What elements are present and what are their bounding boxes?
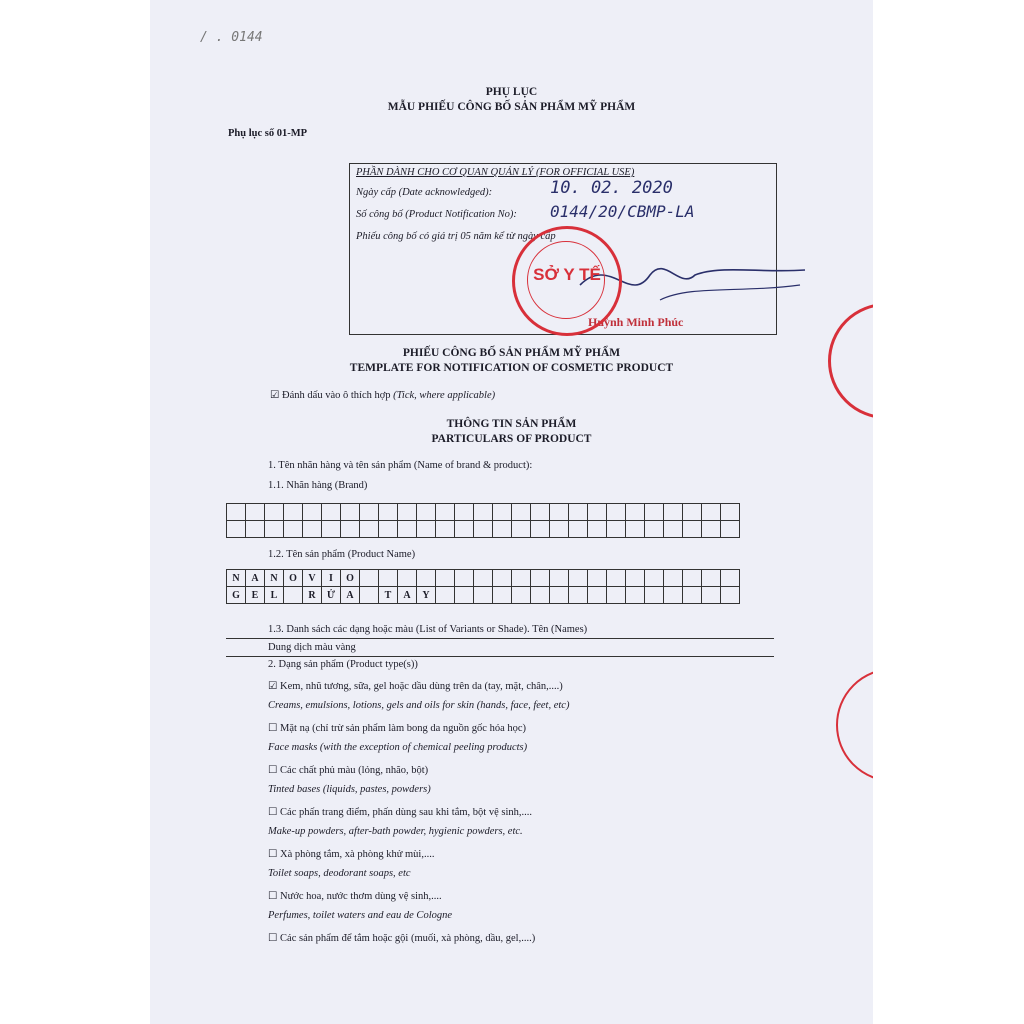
grid-cell: [683, 521, 702, 538]
grid-cell: [379, 521, 398, 538]
partial-stamp: [828, 303, 873, 419]
grid-cell: [474, 587, 493, 604]
grid-cell: A: [246, 570, 265, 587]
grid-cell: [569, 570, 588, 587]
checkbox-icon: ☐: [268, 807, 278, 818]
appendix-title: PHỤ LỤC: [485, 86, 538, 98]
grid-cell: [664, 570, 683, 587]
product-type-option: ☐ Nước hoa, nước thơm dùng vệ sinh,....: [268, 891, 442, 902]
divider: [226, 656, 774, 657]
grid-cell: [664, 521, 683, 538]
product-name-grid: [226, 569, 740, 604]
product-type-option: ☐ Các chất phủ màu (lỏng, nhão, bột): [268, 765, 429, 776]
grid-cell: [626, 504, 645, 521]
checkbox-icon: ☐: [268, 765, 278, 776]
grid-cell: [645, 521, 664, 538]
grid-cell: [265, 504, 284, 521]
checkbox-icon: ☐: [268, 849, 278, 860]
grid-cell: [360, 587, 379, 604]
variants-value: Dung dịch màu vàng: [268, 642, 356, 653]
date-acknowledged-label: Ngày cấp (Date acknowledged):: [356, 187, 493, 198]
particulars-title-en: PARTICULARS OF PRODUCT: [431, 433, 592, 445]
form-title-vi: PHIẾU CÔNG BỐ SẢN PHẨM MỸ PHẨM: [402, 347, 621, 359]
checkbox-icon: ☐: [268, 933, 278, 944]
grid-cell: [379, 570, 398, 587]
divider: [226, 638, 774, 639]
grid-cell: [303, 504, 322, 521]
product-type-option-en: Tinted bases (liquids, pastes, powders): [268, 784, 431, 795]
grid-cell: [341, 504, 360, 521]
corner-handwritten-note: / . 0144: [200, 30, 263, 45]
grid-cell: [246, 521, 265, 538]
grid-cell: [702, 570, 721, 587]
grid-cell: [455, 504, 474, 521]
grid-cell: E: [246, 587, 265, 604]
grid-cell: [360, 504, 379, 521]
particulars-title-vi: THÔNG TIN SẢN PHẨM: [446, 418, 577, 430]
grid-cell: [493, 521, 512, 538]
grid-cell: [531, 504, 550, 521]
grid-cell: [550, 521, 569, 538]
grid-cell: [398, 521, 417, 538]
grid-cell: [607, 587, 626, 604]
grid-cell: [531, 570, 550, 587]
product-type-option: ☐ Các phấn trang điểm, phấn dùng sau khi tắm, bột vệ sinh,....: [268, 807, 533, 818]
checked-box-icon: ☑: [268, 681, 278, 692]
grid-cell: [436, 504, 455, 521]
grid-cell: [360, 570, 379, 587]
grid-cell: [664, 504, 683, 521]
grid-cell: O: [284, 570, 303, 587]
grid-cell: [246, 504, 265, 521]
grid-cell: [645, 570, 664, 587]
grid-cell: [626, 587, 645, 604]
grid-cell: [284, 504, 303, 521]
grid-cell: N: [227, 570, 246, 587]
signer-name: Huỳnh Minh Phúc: [588, 315, 684, 329]
grid-cell: [569, 587, 588, 604]
form-title-en: TEMPLATE FOR NOTIFICATION OF COSMETIC PRODUCT: [349, 362, 674, 374]
product-type-option: ☐ Xà phòng tắm, xà phòng khử mùi,....: [268, 849, 435, 860]
grid-cell: [398, 504, 417, 521]
grid-cell: [474, 521, 493, 538]
brand-grid: [226, 503, 740, 538]
checkbox-icon: ☐: [268, 891, 278, 902]
grid-cell: [607, 521, 626, 538]
grid-cell: [493, 587, 512, 604]
product-type-option-en: Make-up powders, after-bath powder, hygienic powders, etc.: [268, 826, 523, 837]
grid-cell: [265, 521, 284, 538]
grid-cell: [284, 587, 303, 604]
official-use-heading: PHẦN DÀNH CHO CƠ QUAN QUẢN LÝ (FOR OFFICIAL USE): [356, 167, 635, 178]
grid-cell: [683, 570, 702, 587]
grid-cell: [341, 521, 360, 538]
grid-cell: [550, 587, 569, 604]
grid-cell: [721, 504, 740, 521]
grid-cell: [398, 570, 417, 587]
checkbox-icon: ☐: [268, 723, 278, 734]
grid-cell: [588, 521, 607, 538]
grid-cell: [455, 570, 474, 587]
grid-cell: [569, 521, 588, 538]
grid-cell: [227, 521, 246, 538]
grid-cell: [322, 521, 341, 538]
grid-cell: [607, 570, 626, 587]
tick-instruction: ☑ Đánh dấu vào ô thích hợp (Tick, where applicable): [270, 390, 496, 401]
grid-cell: [417, 521, 436, 538]
section2-title: 2. Dạng sản phẩm (Product type(s)): [268, 659, 418, 670]
grid-cell: [664, 587, 683, 604]
grid-cell: [436, 587, 455, 604]
grid-cell: N: [265, 570, 284, 587]
grid-cell: [493, 570, 512, 587]
grid-cell: [512, 521, 531, 538]
product-type-option-en: Creams, emulsions, lotions, gels and oils for skin (hands, face, feet, etc): [268, 700, 570, 711]
grid-cell: T: [379, 587, 398, 604]
grid-cell: A: [398, 587, 417, 604]
notification-no-value: 0144/20/CBMP-LA: [550, 202, 695, 221]
product-type-option-en: Face masks (with the exception of chemical peeling products): [268, 742, 528, 753]
grid-cell: [588, 504, 607, 521]
product-type-option: ☐ Mặt nạ (chỉ trừ sản phẩm làm bong da nguồn gốc hóa học): [268, 723, 527, 734]
grid-cell: [550, 504, 569, 521]
grid-cell: [379, 504, 398, 521]
grid-cell: [531, 587, 550, 604]
grid-cell: [645, 504, 664, 521]
grid-cell: [303, 521, 322, 538]
grid-cell: [360, 521, 379, 538]
product-name-label: 1.2. Tên sản phẩm (Product Name): [268, 549, 416, 560]
grid-cell: R: [303, 587, 322, 604]
health-department-stamp: SỞ Y TẾ: [512, 226, 622, 336]
grid-cell: [683, 587, 702, 604]
product-type-option-en: Toilet soaps, deodorant soaps, etc: [268, 868, 411, 879]
document-page: [150, 0, 873, 1024]
grid-cell: [702, 587, 721, 604]
grid-cell: [607, 504, 626, 521]
grid-cell: [626, 570, 645, 587]
notification-no-label: Số công bố (Product Notification No):: [356, 209, 517, 220]
grid-cell: [512, 570, 531, 587]
grid-cell: [455, 587, 474, 604]
grid-cell: [284, 521, 303, 538]
validity-note: Phiếu công bố có giá trị 05 năm kể từ ngày cấp: [356, 231, 556, 242]
appendix-number: Phụ lục số 01-MP: [228, 128, 308, 139]
grid-cell: [322, 504, 341, 521]
grid-cell: V: [303, 570, 322, 587]
grid-cell: [474, 504, 493, 521]
product-type-option-en: Perfumes, toilet waters and eau de Cologne: [268, 910, 453, 921]
product-name-row: [227, 587, 740, 604]
section1-title: 1. Tên nhãn hàng và tên sản phẩm (Name of brand & product):: [268, 460, 533, 471]
grid-cell: [455, 521, 474, 538]
grid-cell: O: [341, 570, 360, 587]
grid-cell: [702, 504, 721, 521]
grid-cell: [550, 570, 569, 587]
grid-cell: [227, 504, 246, 521]
partial-stamp: [836, 668, 873, 782]
grid-cell: [474, 570, 493, 587]
product-type-option: ☐ Các sản phẩm để tắm hoặc gội (muối, xà phòng, dầu, gel,....): [268, 933, 536, 944]
brand-grid-row: [227, 521, 740, 538]
grid-cell: Ử: [322, 587, 341, 604]
grid-cell: [588, 570, 607, 587]
brand-grid-row: [227, 504, 740, 521]
grid-cell: A: [341, 587, 360, 604]
grid-cell: [702, 521, 721, 538]
grid-cell: [436, 521, 455, 538]
grid-cell: [626, 521, 645, 538]
date-acknowledged-value: 10. 02. 2020: [550, 178, 673, 198]
grid-cell: [436, 570, 455, 587]
grid-cell: I: [322, 570, 341, 587]
grid-cell: [645, 587, 664, 604]
grid-cell: Y: [417, 587, 436, 604]
checked-box-icon: ☑: [270, 390, 280, 401]
appendix-subtitle: MẪU PHIẾU CÔNG BỐ SẢN PHẨM MỸ PHẨM: [387, 101, 636, 113]
product-name-row: [227, 570, 740, 587]
grid-cell: [417, 570, 436, 587]
grid-cell: [512, 587, 531, 604]
grid-cell: [531, 521, 550, 538]
grid-cell: [569, 504, 588, 521]
grid-cell: [493, 504, 512, 521]
grid-cell: [588, 587, 607, 604]
brand-label: 1.1. Nhãn hàng (Brand): [268, 480, 368, 491]
grid-cell: L: [265, 587, 284, 604]
grid-cell: [721, 570, 740, 587]
product-type-option: ☑ Kem, nhũ tương, sữa, gel hoặc dầu dùng trên da (tay, mặt, chân,....): [268, 681, 563, 692]
grid-cell: [417, 504, 436, 521]
grid-cell: [512, 504, 531, 521]
grid-cell: [721, 521, 740, 538]
grid-cell: [721, 587, 740, 604]
grid-cell: G: [227, 587, 246, 604]
grid-cell: [683, 504, 702, 521]
variants-label: 1.3. Danh sách các dạng hoặc màu (List of Variants or Shade). Tên (Names): [268, 624, 588, 635]
